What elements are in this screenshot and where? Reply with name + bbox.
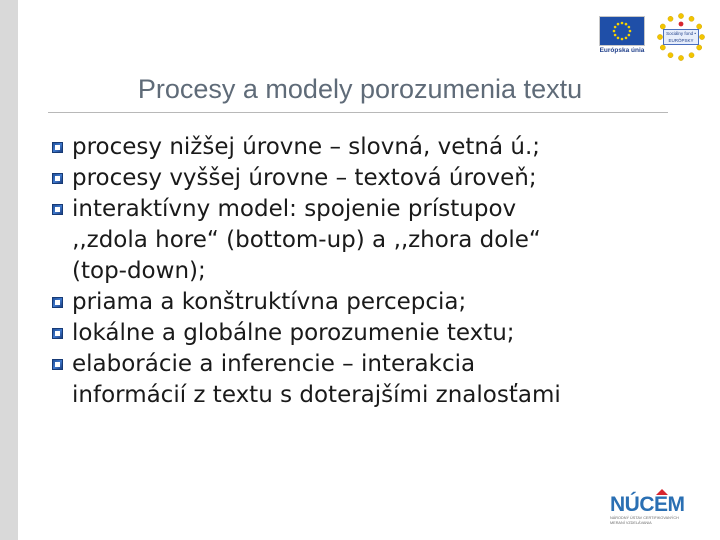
esf-logo	[656, 12, 706, 62]
square-bullet-icon	[52, 328, 63, 339]
nucem-logo-subtitle: NÁRODNÝ ÚSTAV CERTIFIKOVANÝCH MERANÍ VZDELÁVANIA	[610, 516, 679, 525]
eu-flag-icon	[599, 16, 645, 46]
list-item	[52, 132, 702, 163]
eu-stars	[600, 17, 644, 45]
list-item	[52, 349, 702, 411]
square-bullet-icon	[52, 297, 63, 308]
square-bullet-icon	[52, 359, 63, 370]
bullet-list	[52, 132, 702, 411]
bullet-text: procesy vyššej úrovne – textová úroveň;	[72, 165, 537, 191]
eu-logo	[596, 16, 648, 60]
square-bullet-icon	[52, 204, 63, 215]
left-decorative-stripe	[0, 0, 18, 540]
list-item	[52, 318, 702, 349]
bullet-text: interaktívny model: spojenie prístupov ‚‚zdola hore“ (bottom-up) a ‚‚zhora dole“ (top-down);	[72, 196, 541, 284]
slide-title: Procesy a modely porozumenia textu	[137, 74, 583, 104]
list-item	[52, 287, 702, 318]
esf-logo-text: Sociálny fond • EURÓPSKY	[663, 29, 699, 45]
square-bullet-icon	[52, 173, 63, 184]
bullet-text: elaborácie a inferencie – interakcia informácií z textu s doterajšími znalosťami	[72, 351, 561, 408]
list-item	[52, 163, 702, 194]
bullet-text: procesy nižšej úrovne – slovná, vetná ú.;	[72, 134, 541, 160]
list-item	[52, 194, 702, 287]
eu-logo-text: Európska únia	[599, 47, 645, 54]
nucem-logo-name: NÚCEM	[610, 493, 685, 516]
bullet-text: priama a konštruktívna percepcia;	[72, 289, 467, 315]
title-divider	[48, 112, 668, 113]
nucem-logo	[604, 494, 688, 528]
square-bullet-icon	[52, 142, 63, 153]
bullet-text: lokálne a globálne porozumenie textu;	[72, 320, 515, 346]
